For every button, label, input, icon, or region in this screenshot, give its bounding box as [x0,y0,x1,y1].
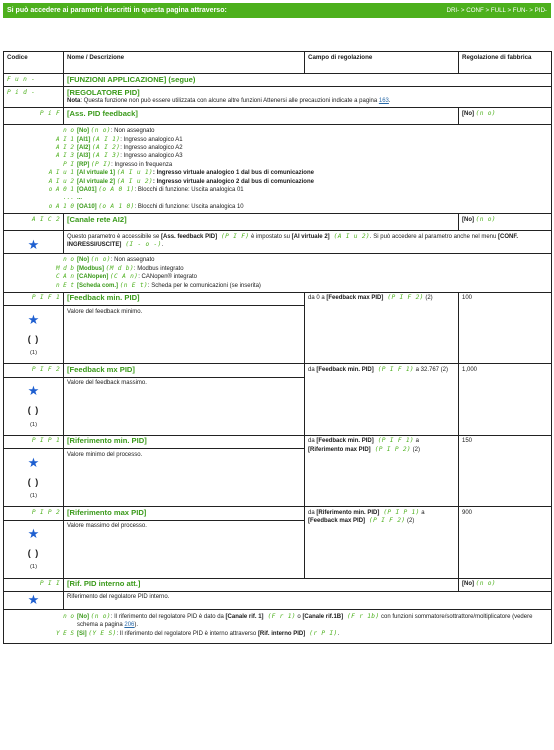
star-icon: ★ [27,236,40,252]
table-row [4,74,552,87]
table-row [4,254,552,293]
param-code: P I P 1 [4,435,64,448]
description-cell: Valore minimo del processo. [64,449,305,507]
option-name: [AI virtuale 2] [77,178,116,185]
parameter-table [3,51,552,644]
table-row [4,87,552,108]
star-icon: ★ [27,311,40,327]
factory-value: 900 [459,507,552,578]
option-name: [AI3] [77,153,91,160]
footnote-ref: (1) [29,493,38,500]
param-name-cell [64,292,305,305]
list-item [4,161,548,169]
option-code: M d b [55,264,74,272]
option-desc: : Ingresso virtuale analogico 2 dal bus di comunicazione [152,178,314,185]
factory-value: [No] (n o) [459,108,552,125]
param-name-cell [64,214,459,231]
param-name: [Riferimento min. PID] [67,436,147,446]
option-short-code: (A I 3) [92,152,121,160]
table-row [4,578,552,591]
option-short-code: (A I u 2) [116,177,153,185]
param-code: P I F 1 [4,292,64,305]
option-name: [AI1] [77,136,91,143]
table-row [4,108,552,125]
range-cell: da [Riferimento min. PID] (P I P 1) a [Feedback max PID] (P I F 2) (2) [305,507,459,578]
option-short-code: (n o) [90,256,111,264]
list-item [4,273,548,281]
option-desc: : Blocchi di funzione: Uscita analogica 01 [134,187,244,194]
list-item [4,186,548,194]
footnote-ref: (1) [29,421,38,428]
option-code: C A n [55,273,74,281]
option-desc: : Ingresso in frequenza [111,161,173,168]
list-item [4,194,548,202]
column-header-code: Codice [4,52,64,74]
param-code: P i F [4,108,64,125]
option-desc: : Modbus integrato [133,265,184,272]
list-item [4,169,548,177]
page-link[interactable]: 206 [124,622,135,629]
option-desc: : Ingresso analogico A2 [120,145,183,152]
param-code: F u n - [4,74,64,87]
param-name: [REGOLATORE PID] [67,87,140,97]
option-name: [OA10] [77,203,97,210]
option-name: [OA01] [77,187,97,194]
list-item: Y E S [Sì] (Y E S): Il riferimento del regolatore PID è interno attraverso [Rif. interno PID] (r P I). [55,629,340,637]
option-code: o A 1 0 [48,202,74,210]
star-icon: ★ [27,592,40,608]
option-short-code: (C A n) [110,273,139,281]
table-row [4,292,552,305]
option-desc: : Ingresso analogico A3 [120,153,183,160]
table-header-row [4,52,552,74]
icon-cell [4,449,64,507]
param-name-cell [64,87,552,108]
table-row [4,364,552,377]
page-link[interactable]: 163 [378,98,389,105]
parentheses-icon: ( ) [27,405,40,416]
option-desc: : Non assegnato [110,128,155,135]
option-code: A I u 1 [48,169,74,177]
option-short-code: (P I) [91,160,112,168]
table-row [4,214,552,231]
list-item [4,265,548,273]
param-name-cell [64,74,552,87]
range-cell: da [Feedback min. PID] (P I F 1) a [Riferimento max PID] (P I P 2) (2) [305,435,459,506]
pid-note: Nota: Questa funzione non può essere utilizzata con alcune altre funzioni Attenersi alle precauzioni indicate a pagina 163. [67,98,391,105]
param-name: [FUNZIONI APPLICAZIONE] (segue) [67,74,196,84]
option-name: [Modbus] [77,265,104,272]
option-list [4,254,552,293]
option-name: [Scheda com.] [77,282,119,289]
table-row [4,609,552,643]
param-code: A I C 2 [4,214,64,231]
footnote-ref: (1) [29,564,38,571]
table-row [4,591,552,609]
list-item [4,152,548,160]
column-header-factory: Regolazione di fabbrica [459,52,552,74]
option-short-code: (A I 2) [92,144,121,152]
parentheses-icon: ( ) [27,476,40,487]
list-item [4,178,548,186]
parentheses-icon: ( ) [27,548,40,559]
access-title: Si può accedere ai parametri descritti in questa pagina attraverso: [7,7,227,14]
option-desc: : Ingresso analogico A1 [120,136,183,143]
factory-value: 100 [459,292,552,363]
option-name: [AI virtuale 1] [77,170,116,177]
footnote-ref: (1) [29,350,38,357]
option-name: [RP] [77,161,90,168]
param-name: [Feedback min. PID] [67,293,140,303]
option-code: A I 3 [55,152,74,160]
star-icon: ★ [27,526,40,542]
star-icon: ★ [27,454,40,470]
param-name: [Rif. PID interno att.] [67,579,141,589]
option-code: n o [63,127,74,135]
option-list [4,609,552,643]
option-short-code: (n o) [90,127,111,135]
column-header-range: Campo di regolazione [305,52,459,74]
param-name-cell [64,435,305,448]
option-code: n E t [55,281,74,289]
param-name-cell [64,578,459,591]
option-name: ... [77,195,83,202]
icon-cell [4,377,64,435]
option-desc: : Scheda per le comunicazioni (se inserita) [147,282,261,289]
option-code: A I 1 [55,135,74,143]
description-cell: Valore del feedback massimo. [64,377,305,435]
factory-value: [No] (n o) [459,578,552,591]
column-header-name: Nome / Descrizione [64,52,305,74]
icon-cell [4,231,64,254]
factory-value: 1,000 [459,364,552,435]
table-row [4,435,552,448]
parentheses-icon: ( ) [27,333,40,344]
icon-cell [4,520,64,578]
option-desc: : Ingresso virtuale analogico 1 dal bus di comunicazione [152,170,314,177]
option-name: [CANopen] [77,274,109,281]
option-name: [No] [77,257,89,264]
list-item [4,144,548,152]
param-code: P i d - [4,87,64,108]
list-item [4,203,548,211]
param-code: P I F 2 [4,364,64,377]
list-item: n o [No] (n o): Il riferimento del regolatore PID è dato da [Canale rif. 1] (F r 1) o [Canale rif.1B] (F r 1b) con funzioni sommatore/sottrattore/moltiplicatore (vedere schema a pagina 206). [63,612,533,629]
aic2-description: Questo parametro è accessibile se [Ass. feedback PID] (P I F) è impostato su [AI virtuale 2] (A I u 2). Si può accedere al parametro anche nel menu [CONF. INGRESSI/USCITE] (I - o -). [67,232,518,249]
option-code: A I u 2 [48,177,74,185]
option-code: P I [63,160,74,168]
param-code: P I P 2 [4,507,64,520]
page-header-bar [3,3,551,18]
option-short-code: (o A 0 1) [98,186,135,194]
description-cell [64,231,552,254]
option-code: ... [63,194,74,202]
option-short-code: (o A 1 0) [98,202,135,210]
option-short-code: (A I u 1) [116,169,153,177]
param-name: [Riferimento max PID] [67,507,147,517]
range-cell: da 0 a [Feedback max PID] (P I F 2) (2) [305,292,459,363]
param-name-cell [64,364,305,377]
param-code: P I I [4,578,64,591]
menu-path: DRI- > CONF > FULL > FUN- > PID- [446,7,547,14]
range-cell: da [Feedback min. PID] (P I F 1) a 32.767 (2) [305,364,459,435]
description-cell: Valore massimo del processo. [64,520,305,578]
list-item [4,282,548,290]
option-short-code: (n E t) [119,281,148,289]
factory-value: 150 [459,435,552,506]
option-name: [AI2] [77,145,91,152]
star-icon: ★ [27,383,40,399]
option-short-code: (M d b) [105,264,134,272]
option-desc: : Blocchi di funzione: Uscita analogica 10 [134,203,244,210]
param-name-cell [64,507,305,520]
option-short-code: (A I 1) [92,135,121,143]
table-row [4,507,552,520]
option-name: [No] [77,128,89,135]
param-name-cell [64,108,459,125]
option-desc: : CANopen® integrato [138,274,197,281]
option-desc: : Non assegnato [110,257,155,264]
option-code: o A 0 1 [48,186,74,194]
list-item [4,256,548,264]
table-row [4,125,552,214]
option-list [4,125,552,214]
param-name: [Feedback mx PID] [67,364,135,374]
factory-value: [No] (n o) [459,214,552,231]
icon-cell [4,306,64,364]
param-name: [Canale rete AI2] [67,214,127,224]
param-name: [Ass. PID feedback] [67,108,138,118]
list-item [4,136,548,144]
description-cell: Valore del feedback minimo. [64,306,305,364]
option-code: A I 2 [55,144,74,152]
option-code: n o [63,256,74,264]
description-cell: Riferimento del regolatore PID interno. [64,591,552,609]
icon-cell [4,591,64,609]
table-row [4,231,552,254]
list-item [4,127,548,135]
